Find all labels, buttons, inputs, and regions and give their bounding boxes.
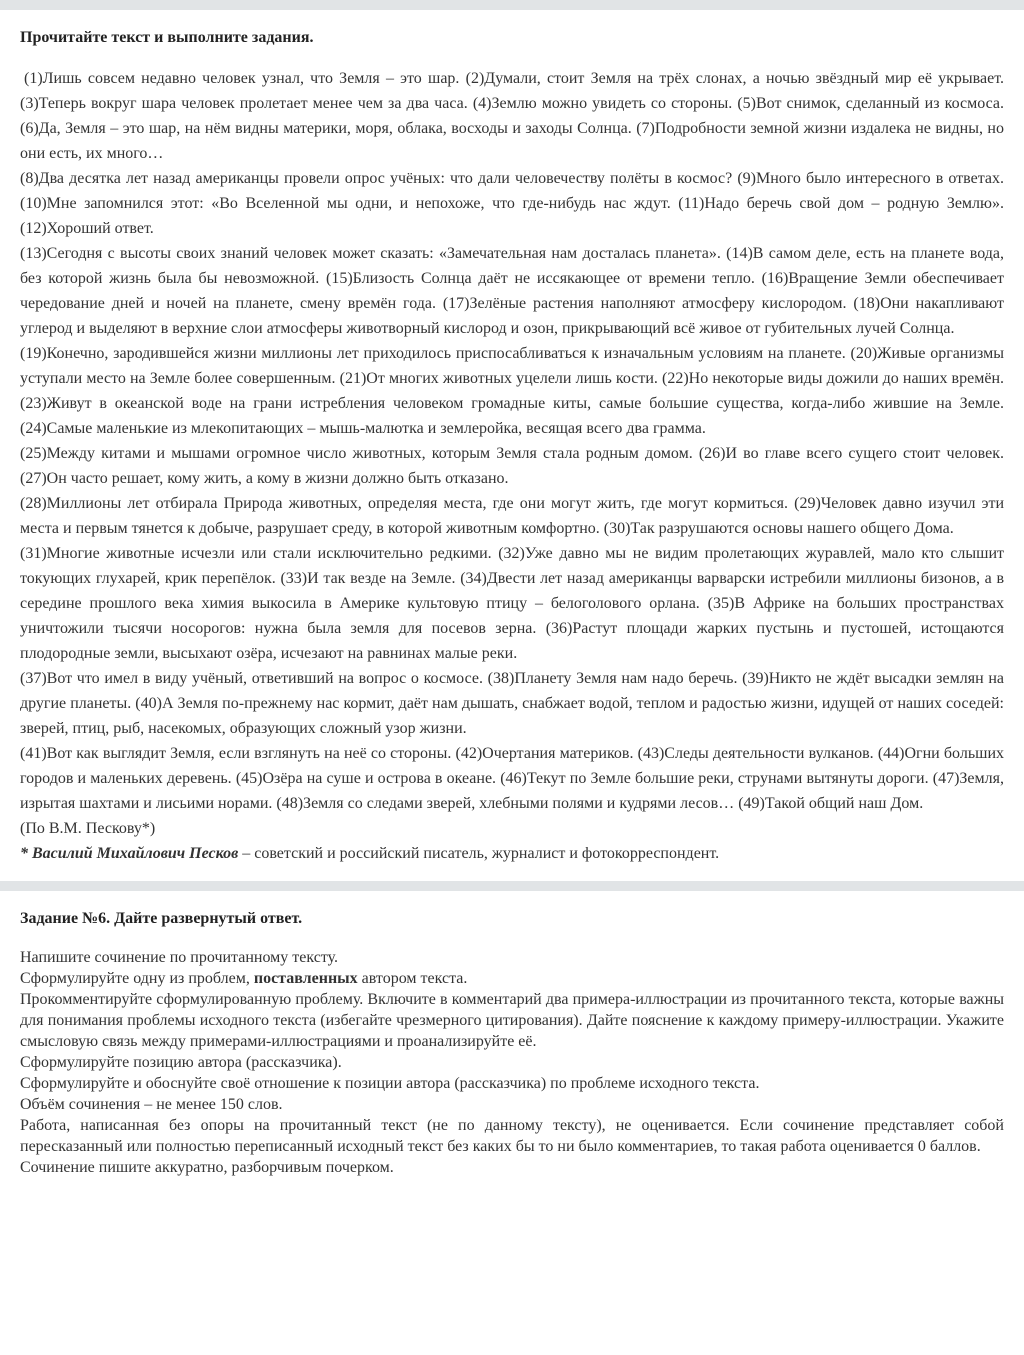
footnote-description: – советский и российский писатель, журналист и фотокорреспондент.: [238, 845, 720, 862]
text-paragraph: (31)Многие животные исчезли или стали исключительно редкими. (32)Уже давно мы не видим пролетающих журавлей, мало кто слышит токующих глухарей, крик перепёлок. (33)И так везде на Земле. (34)Двести лет назад американцы варварски истребили миллионы бизонов, а в середине прошлого века химия выкосила в Америке культовую птицу – белоголового орлана. (35)В Африке на больших пространствах уничтожили тысячи носорогов: нужна была земля для посевов зерна. (36)Растут площади жарких пустынь и пустошей, истощаются плодородные земли, высыхают озёра, исчезают на равнинах малые реки.: [20, 545, 1004, 662]
reading-text: [20, 66, 1004, 866]
instruction-emphasis: поставленных: [253, 970, 358, 987]
task-heading: Задание №6. Дайте развернутый ответ.: [20, 910, 303, 927]
author-footnote: [20, 841, 1004, 866]
instruction-text: автором текста.: [357, 970, 468, 987]
instruction-line: Сочинение пишите аккуратно, разборчивым почерком.: [20, 1159, 394, 1176]
task-section: [0, 891, 1024, 1208]
instruction-line: Сформулируйте и обоснуйте своё отношение к позиции автора (рассказчика) по проблеме исходного текста.: [20, 1075, 760, 1092]
text-paragraph: (19)Конечно, зародившейся жизни миллионы лет приходилось приспосабливаться к изначальным условиям на планете. (20)Живые организмы уступали место на Земле более совершенным. (21)От многих животных уцелели лишь кости. (22)Но некоторые виды дожили до наших времён. (23)Живут в океанской воде на грани истребления человеком громадные киты, самые большие существа, когда-либо жившие на Земле. (24)Самые маленькие из млекопитающих – мышь-малютка и землеройка, весящая всего два грамма.: [20, 345, 1004, 437]
section-separator-bar: [0, 881, 1024, 891]
text-paragraph: (37)Вот что имел в виду учёный, ответивший на вопрос о космосе. (38)Планету Земля нам надо беречь. (39)Никто не ждёт высадки землян на другие планеты. (40)А Земля по-прежнему нас кормит, даёт нам дышать, снабжает водой, теплом и радостью жизни, идущей от наших соседей: зверей, птиц, рыб, насекомых, образующих сложный узор жизни.: [20, 670, 1004, 737]
instruction-line: Напишите сочинение по прочитанному тексту.: [20, 949, 339, 966]
text-paragraph: (1)Лишь совсем недавно человек узнал, что Земля – это шар. (2)Думали, стоит Земля на трёх слонах, а ночью звёздный мир её укрывает. (3)Теперь вокруг шара человек пролетает менее чем за два часа. (4)Землю можно увидеть со стороны. (5)Вот снимок, сделанный из космоса. (6)Да, Земля – это шар, на нём видны материки, моря, облака, восходы и заходы Солнца. (7)Подробности земной жизни издалека не видны, но они есть, их много…: [20, 70, 1004, 162]
text-paragraph: (41)Вот как выглядит Земля, если взглянуть на неё со стороны. (42)Очертания материков. (43)Следы деятельности вулканов. (44)Огни больших городов и маленьких деревень. (45)Озёра на суше и острова в океане. (46)Текут по Земле большие реки, струнами вытянуты дороги. (47)Земля, изрытая шахтами и лисьими норами. (48)Земля со следами зверей, хлебными полями и кудрями лесов… (49)Такой общий наш Дом.: [20, 745, 1004, 812]
instruction-line: Сформулируйте позицию автора (рассказчика).: [20, 1054, 342, 1071]
reading-heading: Прочитайте текст и выполните задания.: [20, 29, 314, 46]
text-paragraph: (25)Между китами и мышами огромное число животных, которым Земля стала родным домом. (26)И во главе всего сущего стоит человек. (27)Он часто решает, кому жить, а кому в жизни должно быть отказано.: [20, 445, 1004, 487]
text-paragraph: (28)Миллионы лет отбирала Природа животных, определяя места, где они могут жить, где могут кормиться. (29)Человек давно изучил эти места и первым тянется к добыче, разрушает среду, в которой животным комфортно. (30)Так разрушаются основы нашего общего Дома.: [20, 495, 1004, 537]
instruction-line: Объём сочинения – не менее 150 слов.: [20, 1096, 283, 1113]
attribution: (По В.М. Пескову*): [20, 820, 156, 837]
task-instructions: [20, 947, 1004, 1178]
top-separator-bar: [0, 0, 1024, 10]
instruction-line: Прокомментируйте сформулированную проблему. Включите в комментарий два примера-иллюстрации из прочитанного текста, которые важны для понимания проблемы исходного текста (избегайте чрезмерного цитирования). Дайте пояснение к каждому примеру-иллюстрации. Укажите смысловую связь между примерами-иллюстрациями и проанализируйте её.: [20, 991, 1004, 1050]
text-paragraph: (8)Два десятка лет назад американцы провели опрос учёных: что дали человечеству полёты в космос? (9)Много было интересного в ответах. (10)Мне запомнился этот: «Во Вселенной мы одни, и непохоже, что где-нибудь нас ждут. (11)Надо беречь свой дом – родную Землю». (12)Хороший ответ.: [20, 170, 1004, 237]
footnote-author-name: * Василий Михайлович Песков: [20, 845, 239, 862]
text-paragraph: (13)Сегодня с высоты своих знаний человек может сказать: «Замечательная нам досталась планета». (14)В самом деле, есть на планете вода, без которой жизнь была бы невозможной. (15)Близость Солнца даёт не иссякающее от времени тепло. (16)Вращение Земли обеспечивает чередование дней и ночей на планете, смену времён года. (17)Зелёные растения наполняют атмосферу кислородом. (18)Они накапливают углерод и выделяют в верхние слои атмосферы животворный кислород и озон, прикрывающий всё живое от губительных лучей Солнца.: [20, 245, 1004, 337]
instruction-text: Сформулируйте одну из проблем,: [20, 970, 254, 987]
instruction-line: [20, 968, 1004, 989]
reading-section: [0, 10, 1024, 866]
instruction-line: Работа, написанная без опоры на прочитанный текст (не по данному тексту), не оценивается. Если сочинение представляет собой пересказанный или полностью переписанный исходный текст без каких бы то ни было комментариев, то такая работа оценивается 0 баллов.: [20, 1117, 1004, 1155]
